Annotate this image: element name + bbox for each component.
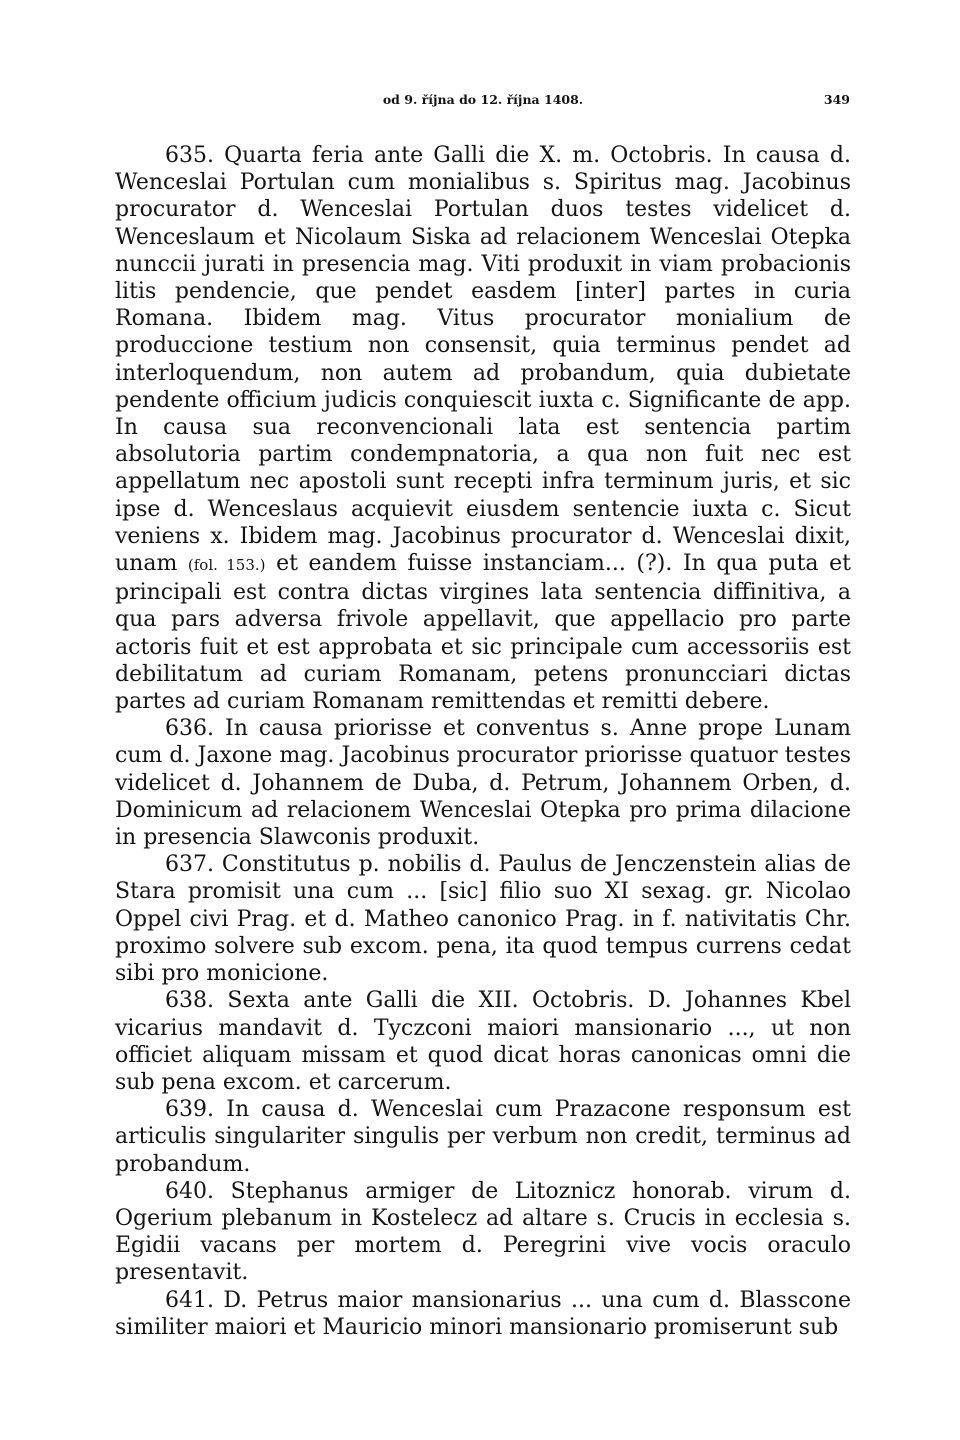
entry-number: 640. bbox=[165, 1178, 214, 1204]
page-number: 349 bbox=[823, 92, 850, 107]
entry-640 bbox=[115, 1178, 851, 1287]
entry-637 bbox=[115, 851, 851, 987]
entry-text: D. Petrus maior mansionarius ... una cum d. Blasscone similiter maiori et Mauricio minori mansionario promiserunt sub bbox=[115, 1287, 851, 1340]
entry-639 bbox=[115, 1096, 851, 1178]
entry-number: 641. bbox=[165, 1287, 214, 1313]
folio-reference: (fol. 153.) bbox=[187, 556, 266, 575]
entry-text: Stephanus armiger de Litoznicz honorab. virum d. Ogerium plebanum in Kostelecz ad altare s. Crucis in ecclesia s. Egidii vacans per mortem d. Peregrini vive vocis oraculo presentavit. bbox=[115, 1178, 851, 1286]
running-header bbox=[116, 92, 850, 114]
entry-number: 636. bbox=[165, 716, 214, 742]
entry-number: 638. bbox=[165, 988, 214, 1014]
entry-number: 635. bbox=[165, 143, 214, 168]
entry-text: In causa priorisse et conventus s. Anne prope Lunam cum d. Jaxone mag. Jacobinus procurator priorisse quatuor testes videlicet d. Johannem de Duba, d. Petrum, Johannem Orben, d. Dominicum ad relacionem Wenceslai Otepka pro prima dilacione in presencia Slawconis produxit. bbox=[115, 716, 852, 851]
entry-number: 637. bbox=[165, 852, 214, 878]
entry-text: Constitutus p. nobilis d. Paulus de Jenczenstein alias de Stara promisit una cum ... [sic] filio suo XI sexag. gr. Nicolao Oppel civi Prag. et d. Matheo canonico Prag. in f. nativitatis Chr. proximo solvere sub excom. pena, ita quod tempus currens cedat sibi pro monicione. bbox=[115, 852, 851, 987]
entry-635 bbox=[115, 142, 851, 715]
running-title: od 9. října do 12. října 1408. bbox=[382, 92, 584, 107]
entry-636 bbox=[115, 715, 851, 851]
entry-text: Quarta feria ante Galli die X. m. Octobris. In causa d. Wenceslai Portulan cum monialibus s. Spiritus mag. Jacobinus procurator d. Wenceslai Portulan duos testes videlicet d. Wenceslaum et Nicolaum Siska ad relacionem Wenceslai Otepka nunccii jurati in presencia mag. Viti produxit in viam probacionis litis pendencie, que pendet easdem [inter] partes in curia Romana. Ibidem mag. Vitus procurator monialium de produccione testium non consensit, quia terminus pendet ad interloquendum, non autem ad probandum, quia dubietate pendente officium judicis conquiescit iuxta c. Significante de app. In causa sua reconvencionali lata est sentencia partim absolutoria partim condempnatoria, a qua non fuit nec est appellatum nec apostoli sunt recepti infra terminum juris, et sic ipse d. Wenceslaus acquievit eiusdem sentencie iuxta c. Sicut veniens x. Ibidem mag. Jacobinus procurator d. Wenceslai dixit, unam bbox=[115, 143, 851, 577]
entry-text: Sexta ante Galli die XII. Octobris. D. Johannes Kbel vicarius mandavit d. Tyczconi maiori mansionario ..., ut non officiet aliquam missam et quod dicat horas canonicas omni die sub pena excom. et carcerum. bbox=[115, 988, 851, 1095]
entry-text: In causa d. Wenceslai cum Prazacone responsum est articulis singulariter singulis per verbum non credit, terminus ad probandum. bbox=[115, 1097, 851, 1177]
body-text bbox=[115, 142, 851, 1341]
entry-number: 639. bbox=[165, 1097, 214, 1123]
entry-641 bbox=[115, 1287, 851, 1341]
entry-text-continued: et eandem fuisse instanciam... (?). In qua puta et principali est contra dictas virgines lata sentencia diffinitiva, a qua pars adversa frivole appellavit, que appellacio pro parte actoris fuit et est approbata et sic principale cum accessoriis est debilitatum ad curiam Romanam, petens pronuncciari dictas partes ad curiam Romanam remittendas et remitti debere. bbox=[115, 551, 851, 715]
entry-638 bbox=[115, 987, 851, 1096]
